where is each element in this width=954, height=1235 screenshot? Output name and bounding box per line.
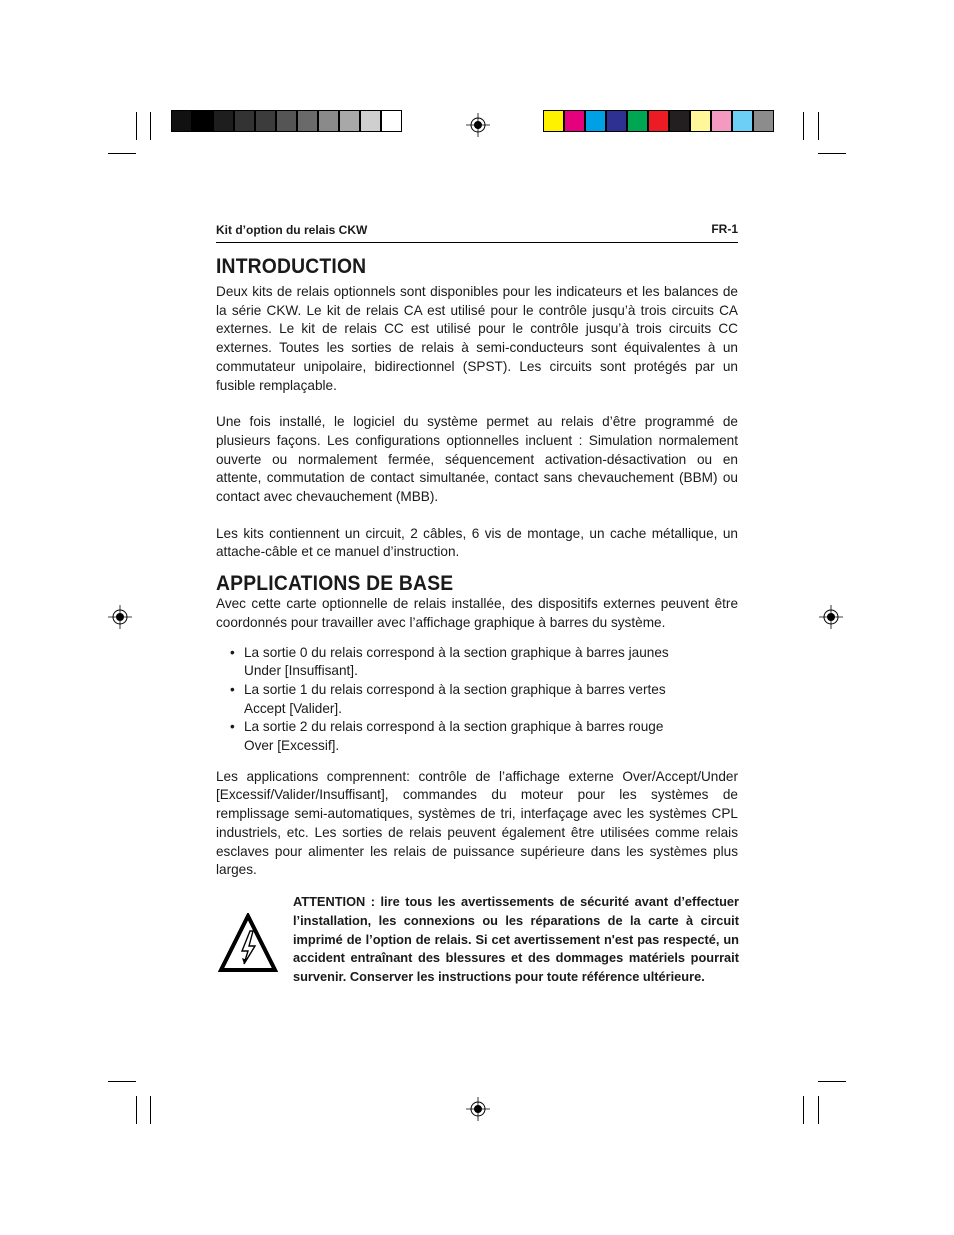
- gray-calibration-bar: [171, 110, 402, 132]
- color-calibration-bar: [543, 110, 774, 132]
- electrical-hazard-icon: [218, 913, 278, 975]
- color-swatch: [690, 110, 711, 132]
- color-swatch: [276, 110, 297, 132]
- paragraph: Une fois installé, le logiciel du système permet au relais d’être programmé de plusieurs façons. Les configurations optionnelles incluent : Simulation normalement ouverte ou normalement fermée, séquencement activation-désactivation ou en attente, commutation de contact simultanée, contact sans chevauchement (BBM) ou contact avec chevauchement (MBB).: [216, 414, 738, 505]
- color-swatch: [648, 110, 669, 132]
- color-swatch: [192, 110, 213, 132]
- crop-mark: [108, 1081, 136, 1082]
- color-swatch: [543, 110, 564, 132]
- color-swatch: [171, 110, 192, 132]
- color-swatch: [606, 110, 627, 132]
- page-number: FR-1: [711, 222, 738, 236]
- crop-mark: [803, 112, 804, 140]
- registration-mark-icon: [466, 113, 490, 137]
- crop-mark: [803, 1096, 804, 1124]
- registration-mark-icon: [466, 1097, 490, 1121]
- color-swatch: [585, 110, 606, 132]
- list-item: • La sortie 1 du relais correspond à la section graphique à barres vertes Accept [Valider].: [244, 681, 694, 718]
- paragraph: Deux kits de relais optionnels sont disponibles pour les indicateurs et les balances de la série CKW. Le kit de relais CA est utilisé pour le contrôle jusqu’à trois circuits CA externes. Le kit de relais CC est utilisé pour le contrôle jusqu’à trois circuits CC externes. Toutes les sorties de relais à semi-conducteurs sont équivalentes à un commutateur unipolaire, bidirectionnel (SPST). Les circuits sont protégés par un fusible remplaçable.: [216, 284, 738, 393]
- section-heading-applications: APPLICATIONS DE BASE: [216, 572, 454, 596]
- color-swatch: [732, 110, 753, 132]
- section-heading-introduction: INTRODUCTION: [216, 255, 367, 278]
- registration-mark-icon: [108, 605, 132, 629]
- crop-mark: [818, 112, 819, 140]
- color-swatch: [381, 110, 402, 132]
- color-swatch: [213, 110, 234, 132]
- paragraph: Avec cette carte optionnelle de relais installée, des dispositifs externes peuvent être coordonnés pour travailler avec l’affichage graphique à barres du système.: [216, 596, 738, 630]
- crop-mark: [108, 153, 136, 154]
- paragraph: Les applications comprennent: contrôle de l’affichage externe Over/Accept/Under [Excessif/Valider/Insuffisant], commandes du moteur pour les systèmes de remplissage semi-automatiques, systèmes de tri, interfaçage avec les systèmes CPL industriels, etc. Les sorties de relais peuvent également être utilisées comme relais esclaves pour alimenter les relais de puissance supérieure dans les systèmes plus larges.: [216, 768, 738, 878]
- color-swatch: [669, 110, 690, 132]
- registration-mark-icon: [819, 605, 843, 629]
- color-swatch: [234, 110, 255, 132]
- crop-mark: [818, 1081, 846, 1082]
- color-swatch: [318, 110, 339, 132]
- list-item: • La sortie 2 du relais correspond à la section graphique à barres rouge Over [Excessif].: [244, 718, 694, 755]
- color-swatch: [339, 110, 360, 132]
- crop-mark: [818, 1096, 819, 1124]
- warning-text: ATTENTION : lire tous les avertissements de sécurité avant d’effectuer l’installation, les connexions ou les réparations de la carte à circuit imprimé de l’option de relais. Si cet avertissement n'est pas respecté, un accident entraînant des blessures et des dommages matériels pourrait survenir. Conserver les instructions pour toute référence ultérieure.: [293, 893, 739, 985]
- safety-warning: [216, 893, 738, 1005]
- bullet-list: [216, 644, 738, 756]
- color-swatch: [753, 110, 774, 132]
- color-swatch: [297, 110, 318, 132]
- crop-mark: [136, 1096, 137, 1124]
- crop-mark: [150, 1096, 151, 1124]
- crop-mark: [136, 112, 137, 140]
- color-swatch: [627, 110, 648, 132]
- color-swatch: [360, 110, 381, 132]
- document-title: Kit d’option du relais CKW: [216, 223, 368, 237]
- color-swatch: [564, 110, 585, 132]
- crop-mark: [818, 153, 846, 154]
- color-swatch: [711, 110, 732, 132]
- crop-mark: [150, 112, 151, 140]
- color-swatch: [255, 110, 276, 132]
- list-item: • La sortie 0 du relais correspond à la section graphique à barres jaunes Under [Insuffisant].: [244, 644, 694, 681]
- running-header: [216, 222, 738, 243]
- paragraph: Les kits contiennent un circuit, 2 câbles, 6 vis de montage, un cache métallique, un attache-câble et ce manuel d’instruction.: [216, 525, 738, 560]
- page-content: [216, 254, 738, 1005]
